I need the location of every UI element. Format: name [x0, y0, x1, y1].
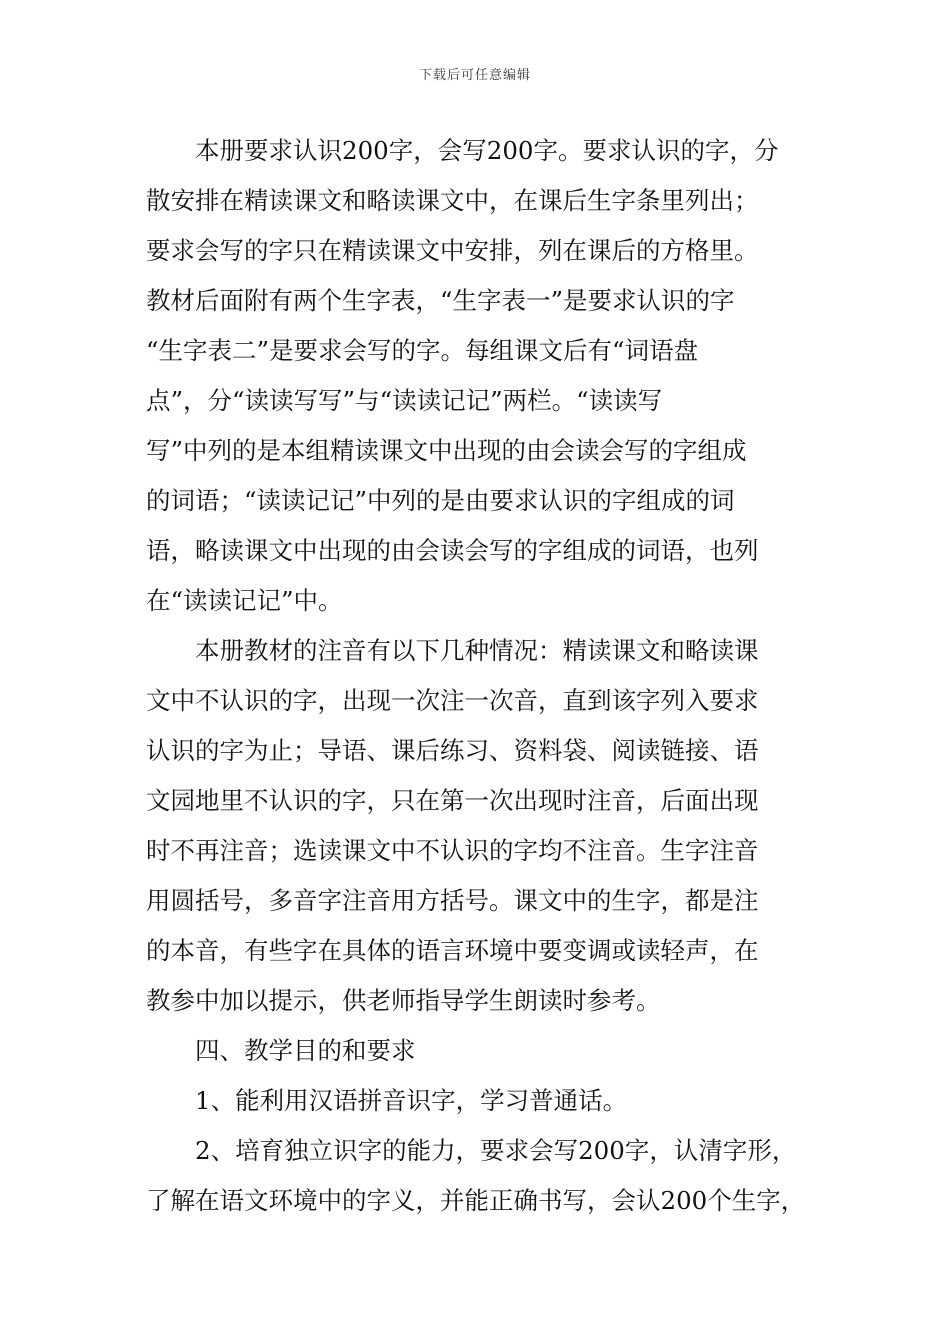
text-line: 散安排在精读课文和略读课文中，在课后生字条里列出； — [146, 186, 759, 215]
document-body — [146, 126, 836, 1226]
text-line: 认识的字为止；导语、课后练习、资料袋、阅读链接、语 — [146, 736, 759, 765]
text-line: 写”中列的是本组精读课文中出现的由会读会写的字组成 — [146, 436, 747, 465]
text-line: 的本音，有些字在具体的语言环境中要变调或读轻声，在 — [146, 936, 759, 965]
section-heading — [146, 1026, 836, 1076]
text-line: 语，略读课文中出现的由会读会写的字组成的词语，也列 — [146, 536, 759, 565]
text-line: 的词语；“读读记记”中列的是由要求认识的字组成的词 — [146, 486, 735, 515]
text-line: 要求会写的字只在精读课文中安排，列在课后的方格里。 — [146, 236, 759, 265]
text-line: 教材后面附有两个生字表，“生字表一”是要求认识的字 — [146, 286, 735, 315]
text-line: 了解在语文环境中的字义，并能正确书写，会认200个生字， — [146, 1186, 806, 1215]
text-line: 本册要求认识200字，会写200字。要求认识的字，分 — [146, 136, 779, 165]
section-heading-text: 四、教学目的和要求 — [146, 1036, 416, 1065]
text-line: 时不再注音；选读课文中不认识的字均不注音。生字注音 — [146, 836, 759, 865]
text-line: 文园地里不认识的字，只在第一次出现时注音，后面出现 — [146, 786, 759, 815]
text-line: 点”，分“读读写写”与“读读记记”两栏。“读读写 — [146, 386, 663, 415]
text-line: 本册教材的注音有以下几种情况：精读课文和略读课 — [146, 636, 759, 665]
text-line: 1、能利用汉语拼音识字，学习普通话。 — [146, 1086, 628, 1115]
list-item — [146, 1076, 836, 1126]
list-item — [146, 1126, 836, 1226]
text-line: “生字表二”是要求会写的字。每组课文后有“词语盘 — [146, 336, 699, 365]
text-line: 在“读读记记”中。 — [146, 586, 343, 615]
text-line: 用圆括号，多音字注音用方括号。课文中的生字，都是注 — [146, 886, 759, 915]
paragraph-literacy-requirements — [146, 126, 836, 626]
page-header: 下载后可任意编辑 — [418, 68, 531, 83]
text-line: 教参中加以提示，供老师指导学生朗读时参考。 — [146, 986, 661, 1015]
paragraph-phonetic-notation — [146, 626, 836, 1026]
text-line: 2、培育独立识字的能力，要求会写200字，认清字形， — [146, 1136, 797, 1165]
text-line: 文中不认识的字，出现一次注一次音，直到该字列入要求 — [146, 686, 759, 715]
